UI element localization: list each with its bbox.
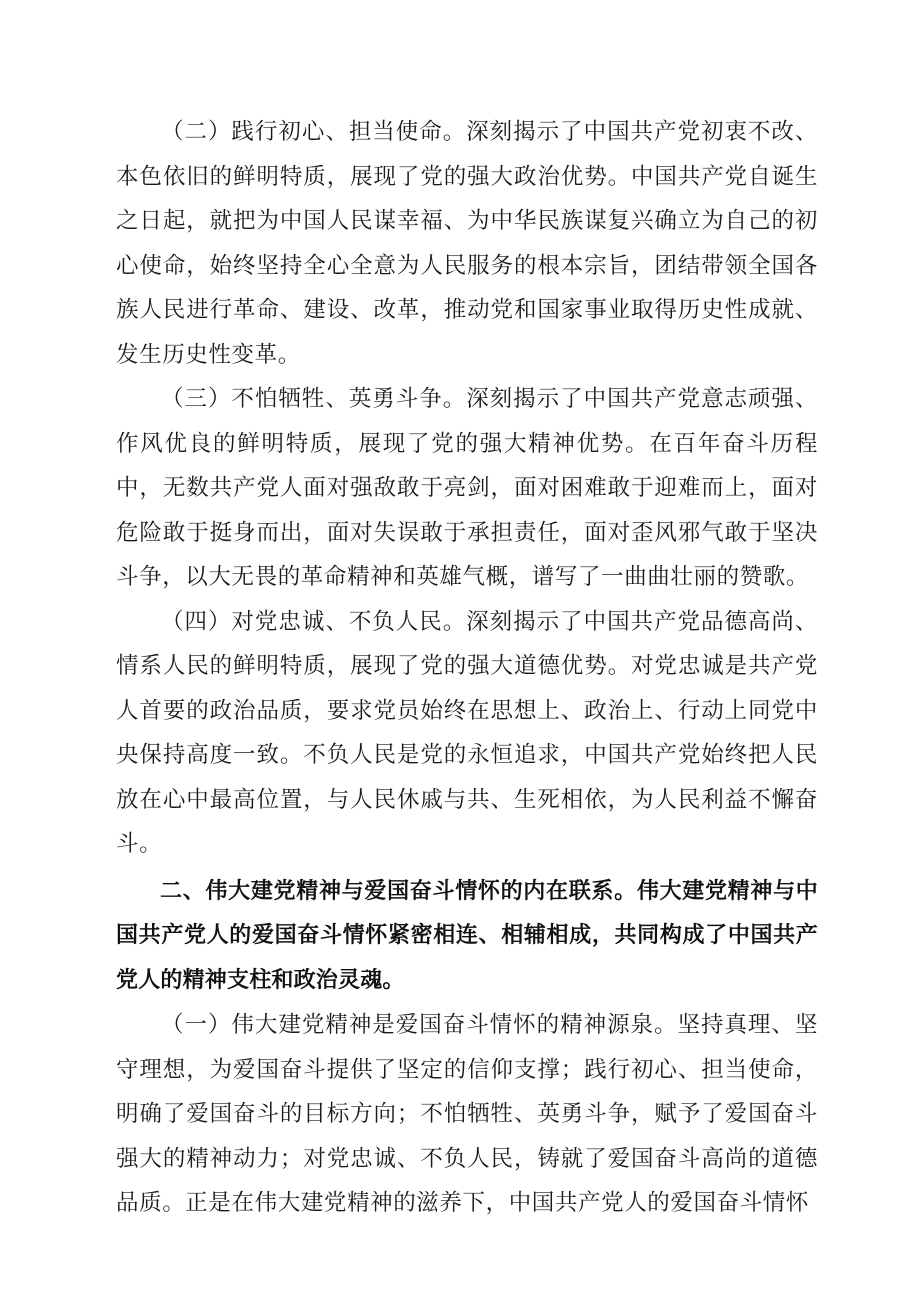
document-body bbox=[116, 110, 818, 1226]
paragraph-spiritual-source: （一）伟大建党精神是爱国奋斗情怀的精神源泉。坚持真理、坚守理想，为爱国奋斗提供了坚定的信仰支撑；践行初心、担当使命，明确了爱国奋斗的目标方向；不怕牺牲、英勇斗争，赋予了爱国奋斗强大的精神动力；对党忠诚、不负人民，铸就了爱国奋斗高尚的道德品质。正是在伟大建党精神的滋养下，中国共产党人的爱国奋斗情怀 bbox=[116, 1012, 818, 1216]
paragraph-fearless-sacrifice: （三）不怕牺牲、英勇斗争。深刻揭示了中国共产党意志顽强、作风优良的鲜明特质，展现了党的强大精神优势。在百年奋斗历程中，无数共产党人面对强敌敢于亮剑，面对困难敢于迎难而上，面对危险敢于挺身而出，面对失误敢于承担责任，面对歪风邪气敢于坚决斗争，以大无畏的革命精神和英雄气概，谱写了一曲曲壮丽的赞歌。 bbox=[116, 386, 818, 590]
section-heading: 二、伟大建党精神与爱国奋斗情怀的内在联系。伟大建党精神与中国共产党人的爱国奋斗情怀紧密相连、相辅相成，共同构成了中国共产党人的精神支柱和政治灵魂。 bbox=[116, 878, 818, 993]
paragraph-loyalty-to-party: （四）对党忠诚、不负人民。深刻揭示了中国共产党品德高尚、情系人民的鲜明特质，展现了党的强大道德优势。对党忠诚是共产党人首要的政治品质，要求党员始终在思想上、政治上、行动上同党中央保持高度一致。不负人民是党的永恒追求，中国共产党始终把人民放在心中最高位置，与人民休戚与共、生死相依，为人民利益不懈奋斗。 bbox=[116, 608, 818, 857]
paragraph-practice-original-mission: （二）践行初心、担当使命。深刻揭示了中国共产党初衷不改、本色依旧的鲜明特质，展现了党的强大政治优势。中国共产党自诞生之日起，就把为中国人民谋幸福、为中华民族谋复兴确立为自己的初心使命，始终坚持全心全意为人民服务的根本宗旨，团结带领全国各族人民进行革命、建设、改革，推动党和国家事业取得历史性成就、发生历史性变革。 bbox=[116, 119, 818, 368]
